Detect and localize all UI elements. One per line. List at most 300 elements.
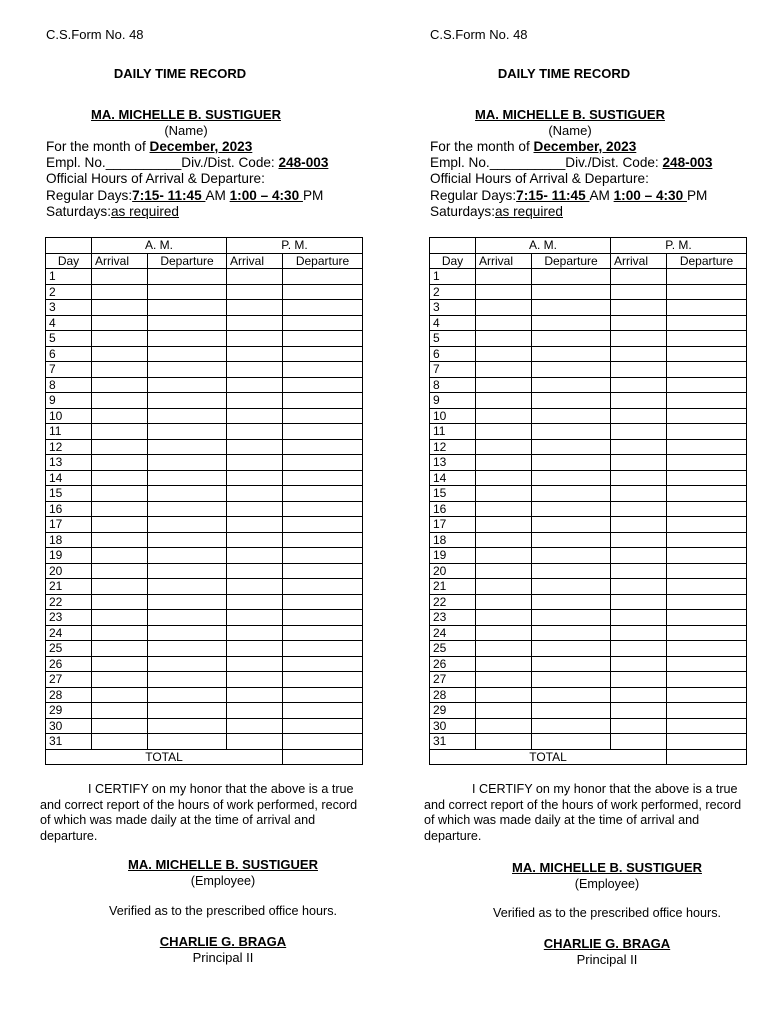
pm-header: P. M. (227, 238, 363, 254)
day-row (430, 501, 747, 517)
day-number: 23 (46, 610, 92, 626)
am-departure-cell (532, 610, 611, 626)
am-departure-cell (148, 703, 227, 719)
column-header-row (430, 253, 747, 269)
am-arrival-cell (92, 346, 148, 362)
pm-departure-cell (283, 563, 363, 579)
day-row (46, 455, 363, 471)
day-number: 2 (46, 284, 92, 300)
time-record-table (45, 237, 363, 765)
am-arrival-cell (476, 734, 532, 750)
day-row (46, 393, 363, 409)
am-arrival-cell (476, 346, 532, 362)
pm-departure-cell (667, 672, 747, 688)
am-arrival-cell (476, 377, 532, 393)
saturdays-value: as required (494, 204, 563, 219)
pm-departure-cell (667, 594, 747, 610)
am-arrival-cell (476, 517, 532, 533)
day-number: 15 (430, 486, 476, 502)
day-number: 5 (46, 331, 92, 347)
day-number: 17 (430, 517, 476, 533)
am-arrival-cell (92, 300, 148, 316)
day-row (430, 641, 747, 657)
pm-arrival-header: Arrival (611, 253, 667, 269)
am-arrival-cell (92, 315, 148, 331)
pm-departure-cell (283, 610, 363, 626)
am-arrival-cell (476, 563, 532, 579)
am-departure-cell (148, 300, 227, 316)
pm-departure-cell (667, 424, 747, 440)
pm-departure-cell (283, 687, 363, 703)
total-row (46, 749, 363, 765)
pm-arrival-cell (611, 439, 667, 455)
am-arrival-cell (476, 362, 532, 378)
day-number: 28 (430, 687, 476, 703)
am-arrival-cell (92, 672, 148, 688)
am-arrival-cell (476, 687, 532, 703)
pm-departure-cell (667, 501, 747, 517)
pm-suffix: PM (302, 188, 324, 203)
saturdays-value: as required (110, 204, 179, 219)
name-caption: (Name) (548, 123, 592, 138)
am-departure-cell (532, 656, 611, 672)
pm-arrival-cell (227, 439, 283, 455)
am-departure-cell (148, 641, 227, 657)
am-arrival-cell (476, 300, 532, 316)
day-row (430, 548, 747, 564)
am-arrival-cell (476, 656, 532, 672)
pm-arrival-cell (611, 486, 667, 502)
day-number: 19 (46, 548, 92, 564)
pm-arrival-cell (227, 625, 283, 641)
month-value: December, 2023 (149, 139, 253, 154)
form-title: DAILY TIME RECORD (497, 66, 631, 81)
total-cell (667, 749, 747, 765)
day-number: 4 (430, 315, 476, 331)
day-row (430, 687, 747, 703)
total-row (430, 749, 747, 765)
am-departure-cell (532, 346, 611, 362)
day-number: 13 (46, 455, 92, 471)
pm-departure-cell (283, 672, 363, 688)
day-row (46, 346, 363, 362)
am-departure-cell (532, 501, 611, 517)
am-arrival-header: Arrival (476, 253, 532, 269)
pm-departure-cell (667, 269, 747, 285)
pm-hours: 1:00 – 4:30 (613, 188, 687, 203)
am-departure-cell (532, 532, 611, 548)
period-header-row (46, 238, 363, 254)
pm-arrival-cell (227, 517, 283, 533)
day-row (46, 331, 363, 347)
pm-arrival-cell (227, 346, 283, 362)
pm-departure-cell (283, 300, 363, 316)
pm-departure-cell (283, 718, 363, 734)
day-number: 23 (430, 610, 476, 626)
day-number: 17 (46, 517, 92, 533)
pm-departure-cell (283, 393, 363, 409)
pm-departure-cell (667, 439, 747, 455)
day-row (46, 579, 363, 595)
am-departure-cell (532, 393, 611, 409)
pm-departure-cell (283, 734, 363, 750)
principal-title: Principal II (576, 952, 638, 967)
pm-arrival-cell (227, 501, 283, 517)
blank-header-cell (46, 238, 92, 254)
day-row (46, 424, 363, 440)
am-arrival-cell (92, 734, 148, 750)
pm-arrival-cell (227, 656, 283, 672)
empl-line (430, 155, 712, 171)
day-row (46, 284, 363, 300)
am-departure-cell (532, 424, 611, 440)
day-row (430, 300, 747, 316)
pm-departure-cell (667, 703, 747, 719)
day-number: 3 (46, 300, 92, 316)
pm-departure-cell (667, 331, 747, 347)
pm-arrival-cell (227, 594, 283, 610)
day-number: 2 (430, 284, 476, 300)
pm-departure-cell (667, 486, 747, 502)
day-row (46, 718, 363, 734)
day-number: 28 (46, 687, 92, 703)
pm-arrival-cell (611, 362, 667, 378)
am-arrival-cell (476, 455, 532, 471)
am-arrival-cell (476, 610, 532, 626)
am-arrival-cell (476, 424, 532, 440)
am-arrival-cell (92, 532, 148, 548)
pm-arrival-cell (611, 718, 667, 734)
am-arrival-cell (92, 439, 148, 455)
am-departure-cell (532, 439, 611, 455)
pm-arrival-cell (227, 455, 283, 471)
day-number: 27 (46, 672, 92, 688)
official-hours-label: Official Hours of Arrival & Departure: (46, 171, 265, 186)
principal-title: Principal II (192, 950, 254, 965)
verified-text: Verified as to the prescribed office hours. (109, 904, 337, 918)
am-departure-cell (148, 532, 227, 548)
am-departure-cell (148, 269, 227, 285)
am-departure-header: Departure (148, 253, 227, 269)
am-arrival-cell (92, 625, 148, 641)
pm-departure-cell (667, 455, 747, 471)
am-hours: 7:15- 11:45 (516, 188, 590, 203)
div-code-label: Div./Dist. Code: (565, 155, 663, 170)
day-row (430, 424, 747, 440)
pm-arrival-cell (227, 563, 283, 579)
am-departure-cell (532, 672, 611, 688)
day-row (430, 517, 747, 533)
pm-arrival-cell (611, 393, 667, 409)
day-number: 8 (430, 377, 476, 393)
certification-text: I CERTIFY on my honor that the above is a true and correct report of the hours of work performed, record of which was made daily at the time of arrival and departure. (424, 782, 742, 843)
am-arrival-cell (92, 486, 148, 502)
am-departure-cell (532, 362, 611, 378)
day-number: 14 (430, 470, 476, 486)
day-number: 21 (46, 579, 92, 595)
am-departure-cell (148, 718, 227, 734)
am-departure-cell (148, 439, 227, 455)
day-row (46, 362, 363, 378)
am-arrival-cell (476, 703, 532, 719)
day-row (46, 548, 363, 564)
pm-departure-cell (667, 470, 747, 486)
day-row (430, 672, 747, 688)
day-number: 30 (430, 718, 476, 734)
pm-arrival-cell (227, 269, 283, 285)
period-header-row (430, 238, 747, 254)
blank-header-cell (430, 238, 476, 254)
pm-arrival-cell (227, 672, 283, 688)
am-departure-cell (532, 548, 611, 564)
empl-no-blank: __________ (489, 155, 566, 170)
day-number: 20 (430, 563, 476, 579)
am-departure-cell (148, 455, 227, 471)
total-cell (283, 749, 363, 765)
day-number: 16 (430, 501, 476, 517)
pm-departure-cell (283, 548, 363, 564)
day-number: 11 (430, 424, 476, 440)
pm-departure-cell (667, 517, 747, 533)
am-arrival-cell (476, 672, 532, 688)
regular-days-label: Regular Days: (46, 188, 133, 203)
day-row (430, 734, 747, 750)
am-departure-cell (148, 594, 227, 610)
pm-arrival-cell (611, 455, 667, 471)
am-arrival-cell (476, 331, 532, 347)
day-number: 10 (430, 408, 476, 424)
day-number: 12 (46, 439, 92, 455)
am-hours: 7:15- 11:45 (132, 188, 206, 203)
month-line (430, 139, 636, 155)
pm-departure-header: Departure (667, 253, 747, 269)
principal-name: CHARLIE G. BRAGA (543, 936, 671, 951)
day-number: 31 (430, 734, 476, 750)
pm-departure-cell (667, 408, 747, 424)
day-number: 3 (430, 300, 476, 316)
day-row (46, 594, 363, 610)
am-departure-cell (148, 625, 227, 641)
day-number: 15 (46, 486, 92, 502)
day-number: 22 (430, 594, 476, 610)
total-label: TOTAL (430, 749, 667, 765)
day-number: 21 (430, 579, 476, 595)
pm-departure-cell (667, 393, 747, 409)
am-arrival-cell (92, 393, 148, 409)
pm-departure-cell (283, 439, 363, 455)
pm-departure-cell (667, 362, 747, 378)
day-row (430, 362, 747, 378)
pm-arrival-cell (227, 687, 283, 703)
day-number: 25 (46, 641, 92, 657)
day-row (46, 439, 363, 455)
day-row (46, 377, 363, 393)
am-arrival-cell (476, 486, 532, 502)
pm-arrival-cell (611, 594, 667, 610)
am-departure-cell (532, 408, 611, 424)
pm-arrival-cell (227, 470, 283, 486)
day-row (430, 703, 747, 719)
pm-departure-cell (283, 594, 363, 610)
am-departure-cell (148, 331, 227, 347)
day-number: 14 (46, 470, 92, 486)
form-number: C.S.Form No. 48 (46, 27, 144, 42)
am-departure-cell (148, 610, 227, 626)
am-departure-cell (148, 362, 227, 378)
div-code-label: Div./Dist. Code: (181, 155, 279, 170)
form-number: C.S.Form No. 48 (430, 27, 528, 42)
day-row (46, 532, 363, 548)
am-departure-cell (532, 377, 611, 393)
pm-arrival-cell (611, 532, 667, 548)
pm-arrival-cell (227, 610, 283, 626)
pm-arrival-cell (611, 424, 667, 440)
am-arrival-cell (92, 455, 148, 471)
month-value: December, 2023 (533, 139, 637, 154)
am-suffix: AM (205, 188, 230, 203)
am-departure-cell (532, 300, 611, 316)
day-number: 6 (46, 346, 92, 362)
am-arrival-header: Arrival (92, 253, 148, 269)
pm-arrival-cell (611, 548, 667, 564)
pm-arrival-cell (611, 734, 667, 750)
am-departure-cell (532, 455, 611, 471)
day-row (46, 687, 363, 703)
div-code-value: 248-003 (662, 155, 713, 170)
div-code-value: 248-003 (278, 155, 329, 170)
month-label: For the month of (46, 139, 150, 154)
day-number: 1 (46, 269, 92, 285)
am-arrival-cell (92, 331, 148, 347)
day-row (46, 269, 363, 285)
pm-suffix: PM (686, 188, 708, 203)
am-departure-cell (532, 284, 611, 300)
pm-arrival-cell (227, 362, 283, 378)
pm-arrival-cell (227, 486, 283, 502)
am-arrival-cell (92, 718, 148, 734)
pm-arrival-cell (227, 408, 283, 424)
am-arrival-cell (476, 393, 532, 409)
pm-arrival-cell (611, 687, 667, 703)
day-row (430, 656, 747, 672)
pm-departure-cell (667, 346, 747, 362)
regular-days-line (46, 188, 323, 204)
am-departure-cell (532, 331, 611, 347)
pm-departure-cell (283, 486, 363, 502)
pm-departure-cell (667, 718, 747, 734)
am-arrival-cell (92, 610, 148, 626)
day-row (430, 610, 747, 626)
am-departure-cell (148, 284, 227, 300)
pm-departure-cell (283, 424, 363, 440)
day-row (46, 486, 363, 502)
day-number: 30 (46, 718, 92, 734)
am-departure-cell (148, 408, 227, 424)
pm-arrival-cell (611, 610, 667, 626)
am-departure-cell (532, 563, 611, 579)
pm-departure-cell (667, 315, 747, 331)
day-row (430, 470, 747, 486)
am-departure-cell (148, 470, 227, 486)
pm-departure-cell (667, 532, 747, 548)
am-departure-cell (532, 269, 611, 285)
am-arrival-cell (476, 269, 532, 285)
pm-arrival-cell (611, 346, 667, 362)
day-number: 20 (46, 563, 92, 579)
pm-departure-cell (283, 362, 363, 378)
am-arrival-cell (92, 563, 148, 579)
pm-arrival-cell (227, 315, 283, 331)
pm-departure-cell (283, 346, 363, 362)
pm-arrival-cell (611, 501, 667, 517)
am-arrival-cell (476, 625, 532, 641)
pm-arrival-cell (227, 300, 283, 316)
am-departure-cell (532, 470, 611, 486)
saturdays-label: Saturdays: (46, 204, 111, 219)
day-number: 13 (430, 455, 476, 471)
day-row (430, 377, 747, 393)
pm-departure-cell (667, 548, 747, 564)
am-departure-cell (148, 501, 227, 517)
am-departure-cell (532, 517, 611, 533)
day-row (430, 594, 747, 610)
pm-arrival-cell (611, 641, 667, 657)
day-row (46, 501, 363, 517)
day-row (46, 672, 363, 688)
am-arrival-cell (92, 501, 148, 517)
day-row (46, 703, 363, 719)
am-arrival-cell (92, 579, 148, 595)
day-number: 16 (46, 501, 92, 517)
pm-arrival-cell (611, 284, 667, 300)
day-number: 22 (46, 594, 92, 610)
day-header: Day (46, 253, 92, 269)
day-row (430, 439, 747, 455)
pm-arrival-cell (611, 579, 667, 595)
day-number: 7 (46, 362, 92, 378)
am-departure-cell (532, 718, 611, 734)
day-row (430, 315, 747, 331)
pm-arrival-cell (227, 734, 283, 750)
pm-departure-cell (667, 377, 747, 393)
pm-arrival-cell (227, 641, 283, 657)
am-departure-cell (148, 579, 227, 595)
am-arrival-cell (476, 718, 532, 734)
pm-arrival-cell (227, 579, 283, 595)
empl-line (46, 155, 328, 171)
pm-departure-cell (667, 734, 747, 750)
pm-departure-cell (283, 315, 363, 331)
am-departure-cell (532, 703, 611, 719)
am-arrival-cell (92, 377, 148, 393)
pm-arrival-cell (611, 656, 667, 672)
am-arrival-cell (92, 641, 148, 657)
pm-departure-cell (283, 408, 363, 424)
day-number: 19 (430, 548, 476, 564)
pm-departure-cell (667, 563, 747, 579)
pm-arrival-cell (611, 269, 667, 285)
am-arrival-cell (92, 548, 148, 564)
pm-departure-header: Departure (283, 253, 363, 269)
am-arrival-cell (476, 408, 532, 424)
am-arrival-cell (92, 424, 148, 440)
employee-name: MA. MICHELLE B. SUSTIGUER (475, 107, 665, 122)
time-record-table (429, 237, 747, 765)
pm-arrival-cell (227, 718, 283, 734)
am-departure-cell (148, 672, 227, 688)
day-number: 26 (430, 656, 476, 672)
day-row (430, 532, 747, 548)
